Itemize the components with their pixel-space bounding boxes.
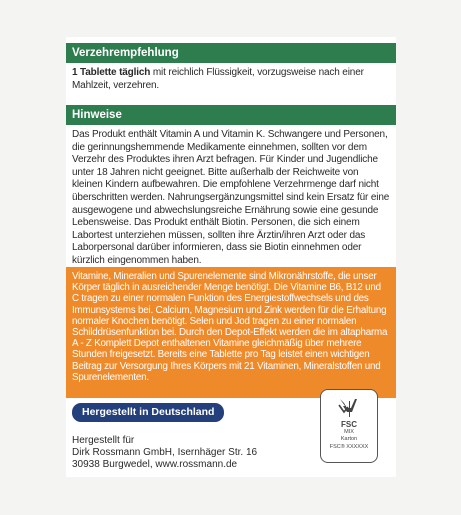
made-in-germany-badge: Hergestellt in Deutschland [72, 403, 224, 422]
fsc-label: FSC [341, 420, 357, 429]
info-box [66, 267, 396, 398]
dosage-heading: Verzehrempfehlung [66, 43, 396, 63]
info-box-text: Vitamine, Mineralien und Spurenelemente sind Mikronährstoffe, die unser Körper täglich in ausreichender Menge benötigt. Die Vitamine B6, B12 und C tragen zu einer normalen Funktion des Energiestoffwechsels und des Immunsystems bei. Calcium, Magnesium und Zink werden für die Erhaltung normaler Knochen benötigt. Selen und Jod tragen zu einer normalen Schilddrüsenfunktion bei. Durch den Depot-Effekt werden die im altapharma A - Z Komplett Depot enthaltenen Vitamine gleichmäßig über mehrere Stunden freigesetzt. Bereits eine Tablette pro Tag leistet einen wichtigen Beitrag zur Versorgung Ihres Körpers mit 21 Vitaminen, Mineralstoffen und Spurenelementen. [72, 271, 388, 383]
packaging-panel [66, 37, 396, 477]
notes-text: Das Produkt enthält Vitamin A und Vitamin K. Schwangere und Personen, die gerinnungshemmende Medikamente einnehmen, sollten vor dem Verzehr des Produktes ihren Arzt befragen. Für Kinder und Jugendliche unter 18 Jahren nicht geeignet. Bitte außerhalb der Reichweite von kleinen Kindern aufbewahren. Die empfohlene Verzehrmenge darf nicht überschritten werden. Nahrungsergänzungsmittel sind kein Ersatz für eine ausgewogene und abwechslungsreiche Ernährung sowie eine gesunde Lebensweise. Das Produkt enthält Biotin. Personen, die sich einem Labortest unterziehen müssen, sollten ihre Ärztin/ihren Arzt oder das Laborpersonal darüber informieren, dass sie Biotin einnehmen oder kürzlich eingenommen haben. [72, 129, 390, 266]
notes-heading: Hinweise [66, 105, 396, 125]
address-line-1: Hergestellt für [72, 435, 135, 446]
fsc-logo [320, 389, 378, 463]
fsc-material: Karton [340, 436, 358, 442]
dosage-text [72, 67, 390, 92]
dosage-body: mit reichlich Flüssigkeit, vorzugsweise nach einer Mahlzeit, verzehren. [72, 67, 364, 91]
fsc-sub: MIX [344, 429, 354, 435]
address-line-2: Dirk Rossmann GmbH, Isernhäger Str. 16 [72, 447, 258, 458]
manufacturer-address [72, 435, 257, 471]
dosage-bold-intro: 1 Tablette täglich [72, 67, 151, 78]
address-line-3: 30938 Burgwedel, www.rossmann.de [72, 459, 238, 470]
fsc-tree-check-icon [336, 395, 362, 419]
fsc-code: FSC® XXXXXX [329, 444, 369, 450]
